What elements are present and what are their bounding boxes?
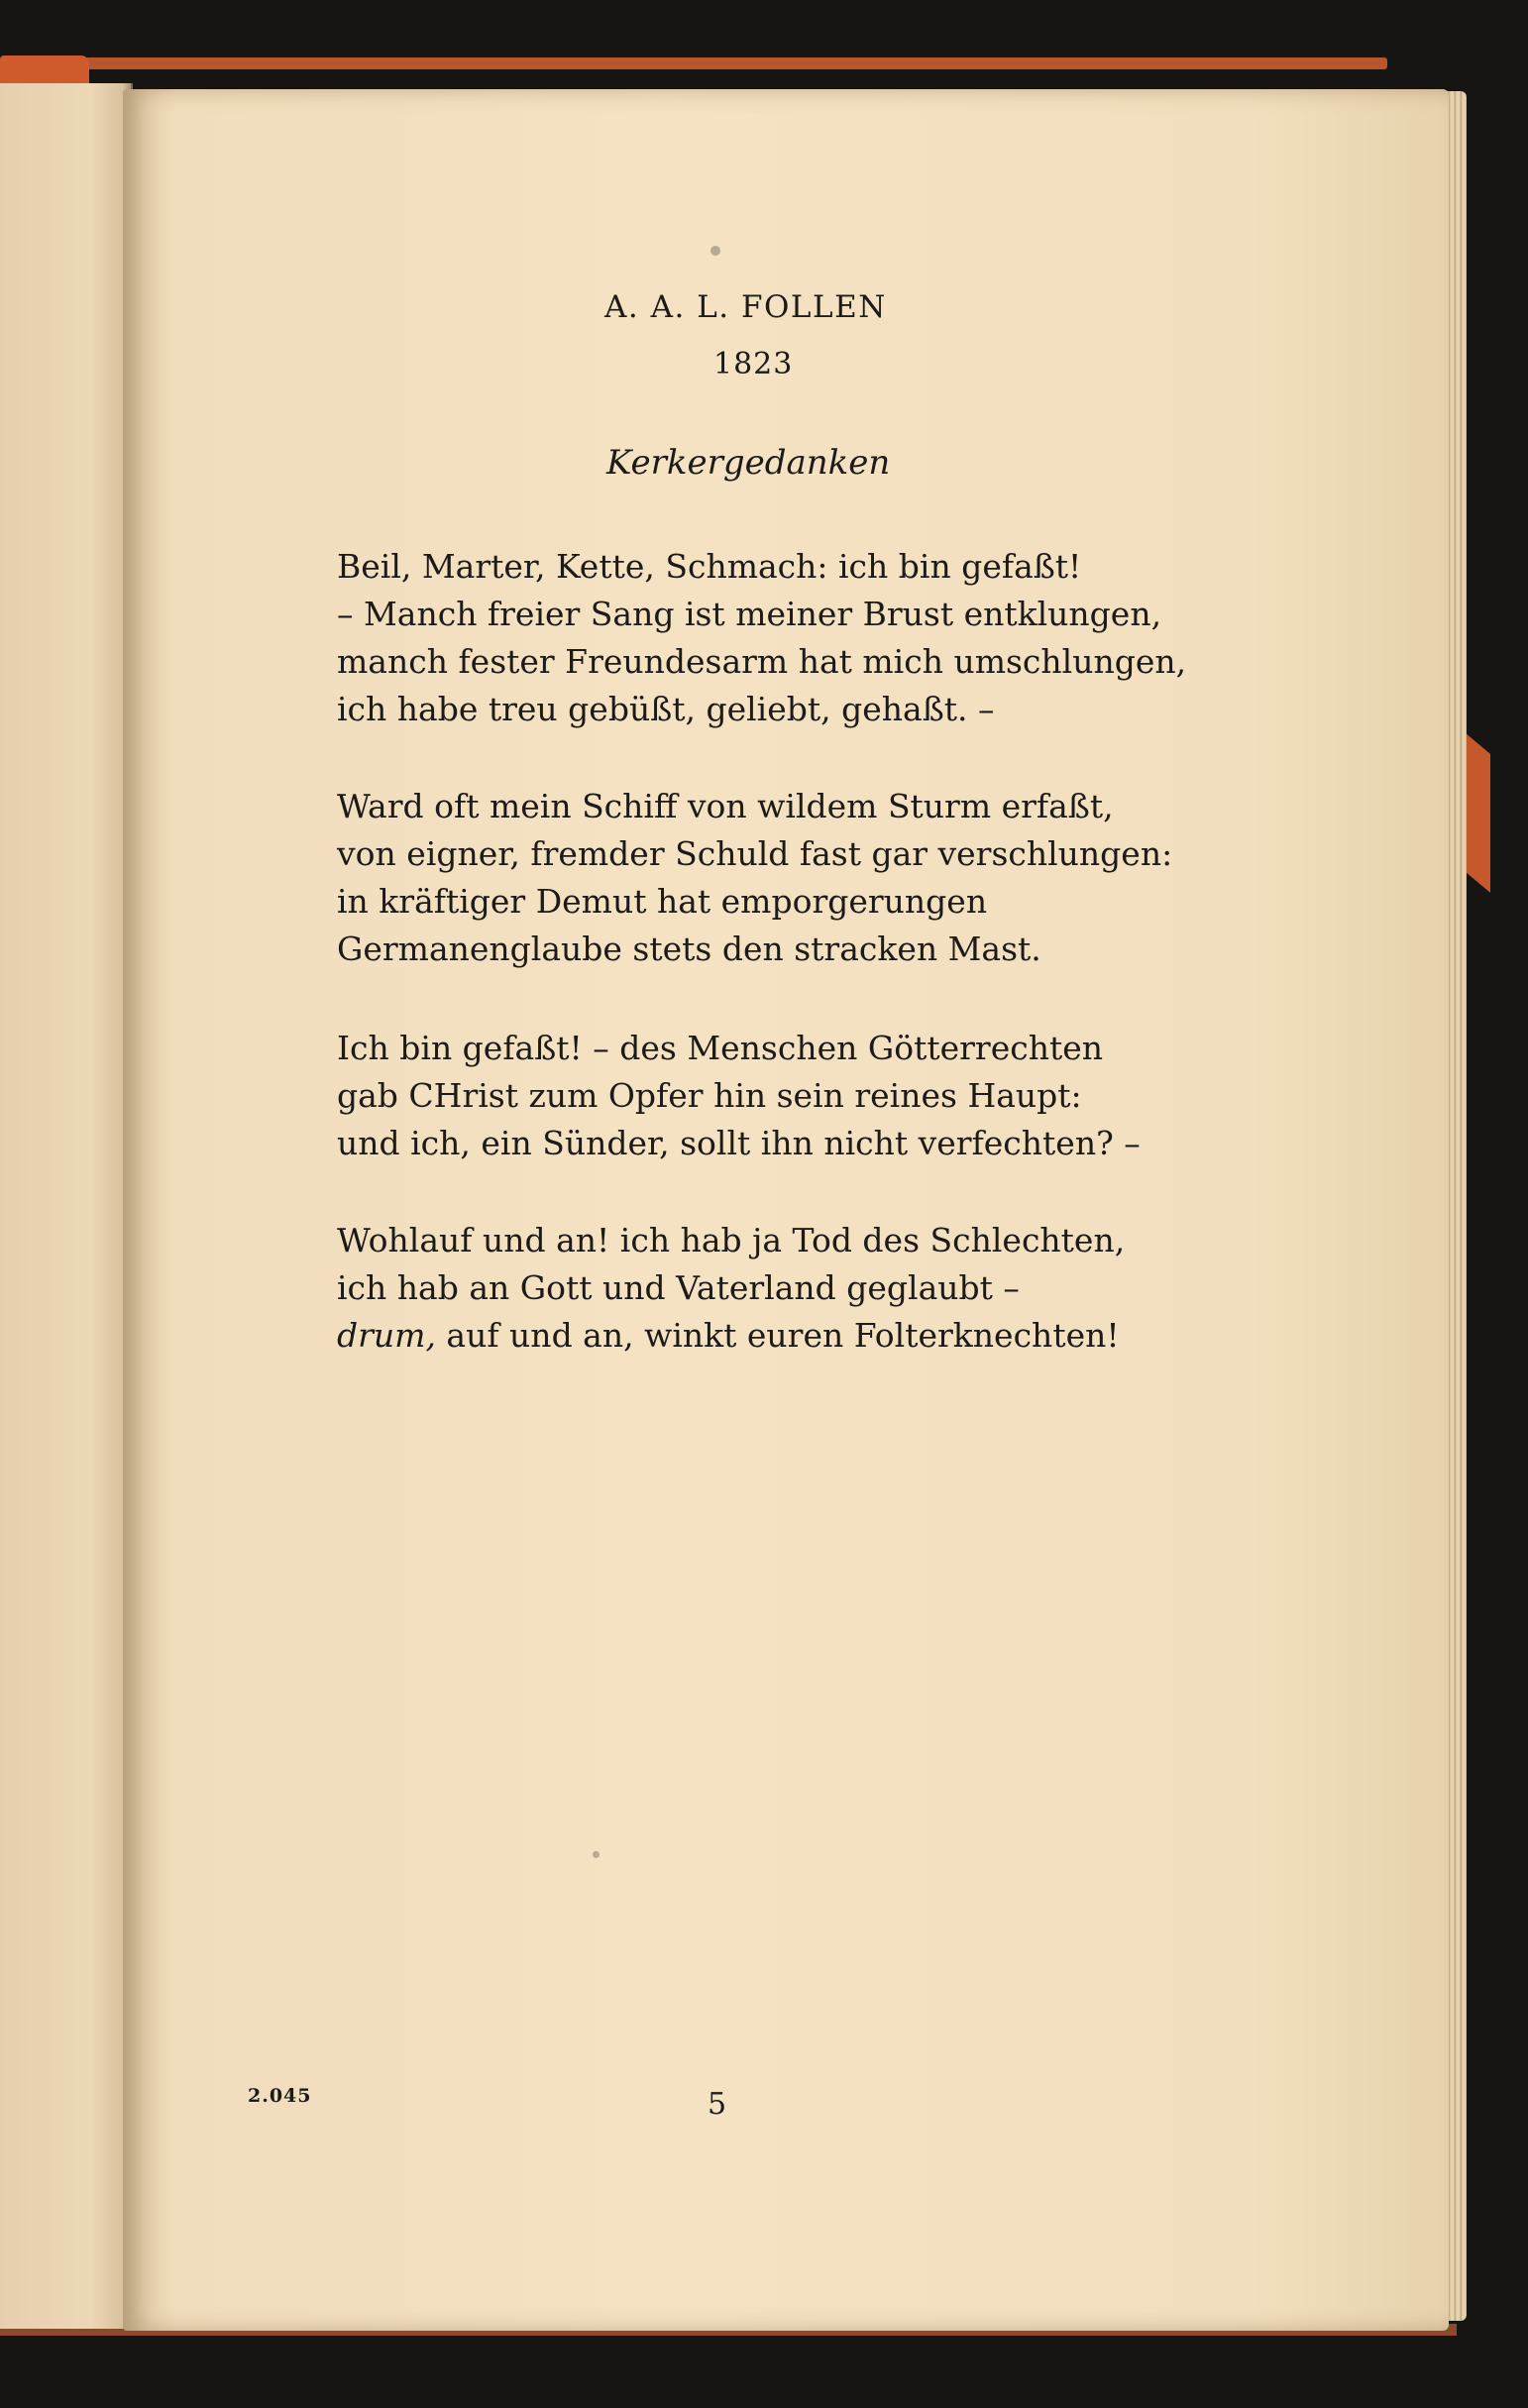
poem-line: Ich bin gefaßt! – des Menschen Götterrechten (337, 1029, 1104, 1067)
stanza-1 (337, 543, 1186, 733)
cover-edge-top (0, 57, 1387, 69)
poem-line-final (337, 1312, 1125, 1360)
emphasized-word: drum, (337, 1316, 436, 1355)
poem-line-final-rest: auf und an, winkt euren Folterknechten! (435, 1316, 1120, 1355)
poem-line: ich hab an Gott und Vaterland geglaubt – (337, 1268, 1020, 1307)
poem-line: Ward oft mein Schiff von wildem Sturm erfaßt, (337, 787, 1114, 825)
poem-line: und ich, ein Sünder, sollt ihn nicht verfechten? – (337, 1124, 1141, 1162)
poem-line: gab CHrist zum Opfer hin sein reines Haupt: (337, 1076, 1082, 1115)
paper-speck (710, 246, 720, 256)
signature-mark: 2.045 (248, 2085, 312, 2107)
poem-line: Germanenglaube stets den stracken Mast. (337, 930, 1041, 968)
left-page-edge (0, 83, 133, 2329)
paper-speck (593, 1851, 600, 1858)
stanza-3 (337, 1025, 1141, 1167)
poem-line: in kräftiger Demut hat emporgerungen (337, 882, 988, 921)
book-page (123, 89, 1449, 2331)
stanza-2 (337, 783, 1172, 973)
poem-title: Kerkergedanken (606, 443, 891, 483)
poem-line: Beil, Marter, Kette, Schmach: ich bin gefaßt! (337, 547, 1082, 586)
poem-line: ich habe treu gebüßt, geliebt, gehaßt. – (337, 690, 995, 728)
cover-tab-right (1465, 732, 1490, 893)
poem-line: – Manch freier Sang ist meiner Brust entklungen, (337, 595, 1162, 633)
poem-line: manch fester Freundesarm hat mich umschlungen, (337, 642, 1187, 681)
stanza-4 (337, 1217, 1125, 1360)
poem-line: Wohlauf und an! ich hab ja Tod des Schlechten, (337, 1221, 1126, 1259)
year-heading: 1823 (713, 347, 794, 382)
poem-line: von eigner, fremder Schuld fast gar verschlungen: (337, 834, 1173, 873)
author-heading: A. A. L. FOLLEN (604, 289, 887, 325)
page-number: 5 (708, 2087, 727, 2122)
